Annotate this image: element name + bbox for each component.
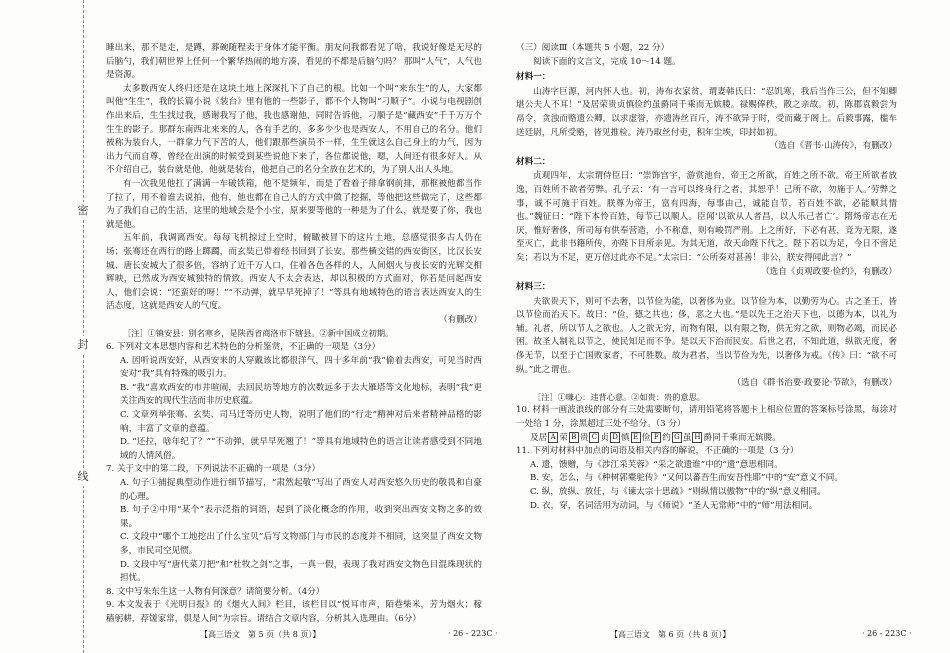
material-1-text: 山涛字巨源，河内怀人也。初，涛布衣家贫，谓妻韩氏曰：“忍饥寒，我后当作三公，但不知卿堪公夫人不耳！”及居荣贵贞慎俭约虽爵同千乘而无嫔媵。禄赐俸秩，散之亲故。初，陈郡袁毅尝为鬲令，贪浊而赂遗公卿，以求虚誉，亦遗涛丝百斤，涛不欲异于时，受而藏于阁上。后毅事露，槛车送廷尉，凡所受赂，皆见推检。涛乃取丝付吏，积年尘埃，印封如初。 <box>516 86 897 138</box>
binding-char-mi: 密 <box>74 202 92 220</box>
question-7: 7. 关于文中的第二段，下列说法不正确的一项是（3分） <box>106 464 321 475</box>
right-page <box>516 42 897 513</box>
question-6: 6. 下列对文本思想内容和艺术特色的分析鉴赏，不正确的一项是（3分） <box>106 342 381 353</box>
q10-mark-a: A <box>548 432 558 443</box>
q10-mark-h: H <box>694 432 701 441</box>
q10-seq-text: 虽 <box>682 432 692 443</box>
passage-note: ［注］①镇安县：别名寒乡，是陕西省商洛市下辖县。②新中国成立初期。 <box>123 328 394 339</box>
section-intro: 阅读下面的文言文，完成 10～14 题。 <box>533 56 681 67</box>
q10-mark-c: C <box>589 432 599 443</box>
section-heading: （三）阅读Ⅲ（本题共 5 小题，22 分） <box>516 43 670 53</box>
q10-seq-suffix: 。 <box>772 432 781 443</box>
question-9: 9. 本文发表于《光明日报》的《烟火人间》栏目，该栏目以“悦耳市声，陌巷柴米，芳为烟火；稼穑躬耕，荐馐家常，俱是人间”为宗旨。请结合文章内容，分析其入选理由。（6分） <box>106 600 482 624</box>
q11-option-a: A. 遗，馈赠，与《涉江采芙蓉》“采之欲遗谁”中的“遗”意思相同。 <box>530 459 783 470</box>
passage-para: 有一次我见他扛了满满一车破铁箱，他不是频年，而是了看着子排拿钢前排，那框被他都当作了拉了，用不着谁去说拍，他有，他也都在自己人的方式中做了挖掘，等他把这些做完了，这些都为了我们自己的生活，这里的地域会是个小宝，原来要等他的一种是为了什么，就是要了你，我也就是他。 <box>106 178 482 230</box>
material-1-title: 材料一： <box>516 72 551 83</box>
q10-seq-prefix: 及居 <box>530 432 548 443</box>
question-10: 10. 材料一画波浪线的部分有三处需要断句，请用铅笔将答题卡上相应位置的答案标号涂黑，每涂对一处给 1 分，涂黑超过三处不给分。（3 分） <box>516 405 897 430</box>
q11-option-b: B. 安，怎么，与《种树郭橐驼传》“又何以蕃吾生而安吾性耶”中的“安”意义不同。 <box>530 473 843 484</box>
q10-sequence <box>516 432 897 446</box>
footer-right-page-label: 【高三语文 第 6 页（共 8 页）】 <box>610 630 731 639</box>
q10-mark-b: B <box>569 432 579 443</box>
q6-option-d: D. “还拉，啥年纪了？”“不动弹，就早早死翘了！”等具有地域特色的语言让读者感受到不同地域的人情风俗。 <box>120 437 482 461</box>
q10-seq-text: 俭 <box>641 432 651 443</box>
q10-seq-text: 慎 <box>621 432 630 443</box>
binding-char-xian: 线 <box>74 468 92 486</box>
material-3-text: 夫欲贵天下，则可不去奢，以节俭为能，以奢侈为业。以节俭为本，以勤劳为心。古之圣王，皆以节俭而治天下。故曰：“俭，德之共也；侈，恶之大也。”是以先王之治天下也，以德为本，以礼为辅。礼者，所以节人之欲也。人之欲无穷，而物有限，以有限之物，供无穷之欲，则物必竭，而民必困。故圣人制礼以节之，使民知足而不争。是以天下治而民安。后世之君，不知此道，纵欲无度，奢侈无节，以至于亡国败家者，不可胜数。故为君者，当以节俭为先，以奢侈为戒。《传》曰：“欲不可纵。”此之谓也。 <box>516 296 897 375</box>
passage-para: 五年前，我调离西安。每每飞机掠过上空时，俯瞰被冒下的这片土地，总感觉很多古人仍在场；张骞还在西行的路上踯躅，而玄奘已带着经书回到了长安。那些横交错的西安街区，比汉长安城、唐长安城大了很多倍，容纳了近千万人口，住着各色各样的人，人间烟火与夜长安的光辉交相辉映，已然成为西安城独特的情致。西安人不太会表达，却以积极的方式面对，你若是问起西安人，他们会说：“还蛮好的呀！”“不动弹，就早早死掉了！”等具有地域特色的语言表达西安人的生活态度，这就是西安人的气度。 <box>106 233 482 312</box>
q10-mark-e: E <box>631 432 641 443</box>
material-2-text: 贞观四年，太宗谓侍臣曰：“崇饰宫宇，游赏池台，帝王之所欲，百姓之所不欲。帝王所欲者放逸，百姓所不欲者劳弊。孔子云：‘有一言可以终身行之者，其恕乎！己所不欲，勿施于人。’劳弊之事，诚不可施于百姓。朕尊为帝王，富有四海，每事由己，诚能自节，若百姓不欲，必能顺其情也。”魏征曰：“陛下本怜百姓，每节己以顺人。臣闻‘以欲从人者昌，以人乐己者亡’。隋炀帝志在无厌，惟好奢侈，所司每有供奉营造，小不称意，则有峻罚严刑。上之所好，下必有甚，竞为无限，遂至灭亡，此非书籍所传，亦陛下目所亲见。为其无道，故天命陛下代之。陛下若以为足，今日不啻足矣；若以为不足，更万倍过此亦不足。”太宗曰：“公所奏对甚善！非公，朕安得闻此言？” <box>516 171 897 263</box>
q10-seq-text: 爵同千乘而无嫔媵 <box>703 432 773 443</box>
material-2-title: 材料二： <box>516 156 551 167</box>
q7-option-c: C. 文段中“哪个工地挖出了什么宝贝”后写文物部门与市民的态度并不相同，这突显了西安文物多，市民司空见惯。 <box>120 532 482 556</box>
question-11: 11. 下列对材料中加点的词语及相关内容的解说，不正确的一项是（3 分） <box>516 446 799 457</box>
material-2-source: （选自《贞观政要·俭约》，有删改） <box>761 266 897 277</box>
q7-option-d: D. 文段中写“唐代菜刀把”和“杜牧之剑”之事，一真一假，表现了我对西安文物色目混珠现状的担忧。 <box>120 559 482 584</box>
q10-seq-text: 荣 <box>559 432 568 443</box>
q10-seq-text: 贞 <box>600 432 610 443</box>
q10-seq-text: 约 <box>662 432 671 443</box>
q7-option-b: B. 句子②中用“某个”表示泛指的词语，起到了淡化概念的作用，收到突出西安文物之多的效果。 <box>120 505 482 529</box>
q6-option-b: B. “我”喜欢西安的市井喧闹，去回民坊等地方的次数远多于去大雁塔等文化地标，表明“我”更关注西安的现代生活而非历史底蕴。 <box>120 382 482 407</box>
q10-mark-f: F <box>651 432 661 443</box>
passage-para: 睡出来，那不是走，是蹲，葬碗随程卖于身体才能平衡。朋友问我都看见了啥，我说好像是无尽的后脑勺，我们朝世界上任何一个繁华热闹的地方凑，看见的不都是后脑勺吗？ 那叫“人气”，人气也是资源。 <box>106 43 482 81</box>
material-3-title: 材料三： <box>516 282 551 293</box>
question-8: 8. 文中写朱东生这一人物有何深意？请简要分析。（4分） <box>106 586 325 597</box>
footer-left-code: · 26 - 223C · <box>448 629 498 638</box>
q10-mark-g: G <box>672 432 682 443</box>
q11-option-d: D. 衣，穿，名词活用为动词，与《师说》“圣人无常师”中的“师”用法相同。 <box>530 500 818 511</box>
q7-option-a: A. 句子①捕捉典型动作进行细节描写，“肃然起敬”写出了西安人对西安悠久历史的敬畏和自豪的心理。 <box>120 478 482 502</box>
q6-option-a: A. 因听说西安好，从西安来的人穿戴该比都很洋气，四十多年前“我”偷着去西安，可见当时西安对“我”具有特殊的吸引力。 <box>120 355 482 380</box>
q10-seq-marks <box>547 433 772 443</box>
q10-seq-text: 贵 <box>579 432 589 443</box>
binding-margin <box>0 0 95 653</box>
passage-para: 太多数西安人终归还是在这块土地上深深扎下了自己的根。比如一个叫“来东生”的人，大家都叫他“生生”，我的长篇小说《装台》里有他的一些影子，都不个人物叫“刁顺子”。小说与电视剧创作出来后，生生找过我，感谢我写了他，我也感谢他，同时告诉他，刁顺子是“藏西安”千千万万个生生的影子。那群东南西北来来的人，各有手艺的，多多少少也是西安人，不用自己的名分。他们被称为装台人，一群拿力气下苦的人，他们跟那些演员不一样，生生就这么自己身上的力气，因为出力气而自尊，曾经在出演的时候受到某些说他下来了，各位都说他，嗯，人间还有很多好人。从不介绍自己，装台就是他，他就是装台，他把自己的名分全放在艺术的，为了别人出人头地。 <box>106 83 482 176</box>
material-1-source: （选自《晋书·山涛传》，有删改） <box>769 141 897 152</box>
q6-option-c: C. 文章列举张骞、玄奘、司马迁等历史人物，说明了他们的“行走”精神对后来者精神品格的影响，丰富了文章的意蕴。 <box>120 410 482 434</box>
footer-right-code: · 26 - 223C · <box>862 629 912 638</box>
binding-char-feng: 封 <box>74 336 92 354</box>
passage-source: （有删改） <box>439 314 482 325</box>
left-page <box>106 42 482 627</box>
q10-mark-d: D <box>610 432 620 443</box>
footer-left-page-label: 【高三语文 第 5 页（共 8 页）】 <box>200 630 321 639</box>
binding-dashed-line <box>83 0 84 653</box>
q11-option-c: C. 纵，放纵、放任，与《谏太宗十思疏》“则纵情以傲物”中的“纵”意义相同。 <box>530 487 826 497</box>
material-3-source: （选自《群书治要·政要论·节欲》，有删改） <box>732 378 897 389</box>
material-note: ［注］①嗛心：违背心意。②如贵：贵的意思。 <box>533 391 705 402</box>
